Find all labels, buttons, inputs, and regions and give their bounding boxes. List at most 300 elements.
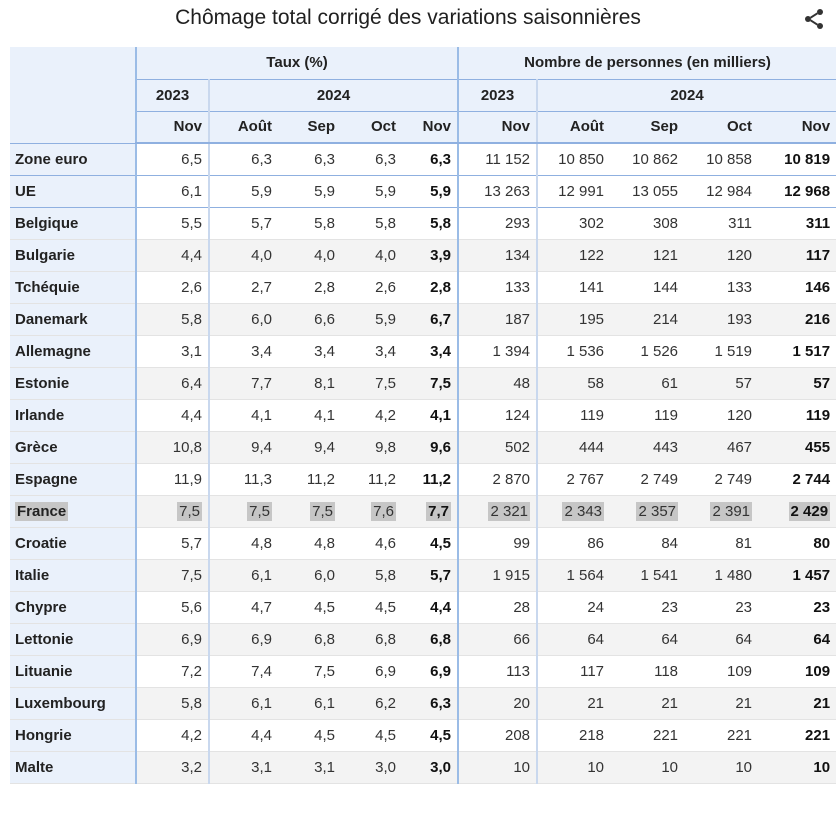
country-label: Italie (15, 566, 50, 584)
cell-value: 10 (735, 758, 753, 776)
country-label: Croatie (15, 534, 67, 552)
table-row (10, 399, 836, 431)
cell-rate-3 (341, 527, 402, 559)
cell-rate-1 (209, 367, 278, 399)
cell-rate-0 (136, 655, 209, 687)
cell-persons-4 (758, 655, 836, 687)
cell-persons-3 (684, 399, 758, 431)
cell-persons-4 (758, 367, 836, 399)
cell-value: 6,8 (314, 630, 335, 648)
cell-value: 5,9 (251, 182, 272, 200)
cell-value: 221 (652, 726, 679, 744)
cell-value: 502 (504, 438, 531, 456)
cell-persons-3 (684, 431, 758, 463)
table-row (10, 463, 836, 495)
cell-persons-3 (684, 719, 758, 751)
cell-value: 1 536 (566, 342, 605, 360)
cell-persons-4 (758, 399, 836, 431)
table-row (10, 143, 836, 175)
cell-value: 4,6 (375, 534, 396, 552)
cell-rate-0 (136, 559, 209, 591)
cell-value: 117 (580, 662, 605, 680)
cell-value: 308 (652, 214, 679, 232)
cell-persons-3 (684, 463, 758, 495)
cell-value: 10 (813, 758, 831, 776)
cell-rate-2 (278, 335, 341, 367)
cell-rate-0 (136, 623, 209, 655)
cell-persons-2 (610, 399, 684, 431)
cell-persons-1 (537, 175, 610, 207)
cell-persons-0 (458, 655, 537, 687)
cell-persons-3 (684, 751, 758, 783)
cell-persons-4 (758, 431, 836, 463)
cell-persons-2 (610, 719, 684, 751)
cell-value: 5,9 (375, 310, 396, 328)
country-label: Luxembourg (15, 694, 106, 712)
cell-value: 5,8 (181, 310, 202, 328)
cell-value: 7,5 (375, 374, 396, 392)
cell-persons-4 (758, 463, 836, 495)
cell-value: 20 (513, 694, 531, 712)
cell-value: 6,8 (375, 630, 396, 648)
cell-value: 4,1 (430, 406, 452, 424)
cell-persons-2 (610, 463, 684, 495)
row-country-name (10, 335, 136, 367)
cell-persons-4 (758, 527, 836, 559)
row-country-name (10, 719, 136, 751)
page-title: Chômage total corrigé des variations saisonnières (175, 6, 641, 29)
cell-value: 6,9 (251, 630, 272, 648)
cell-persons-4 (758, 751, 836, 783)
cell-value: 4,2 (375, 406, 396, 424)
cell-value: 12 991 (558, 182, 605, 200)
cell-persons-0 (458, 495, 537, 527)
cell-persons-1 (537, 559, 610, 591)
cell-value: 120 (726, 406, 753, 424)
cell-value: 109 (805, 662, 831, 680)
cell-value: 2 429 (790, 502, 829, 520)
cell-rate-1 (209, 463, 278, 495)
cell-rate-2 (278, 719, 341, 751)
cell-value: 5,8 (314, 214, 335, 232)
table-row (10, 591, 836, 623)
cell-value: 311 (728, 214, 753, 232)
cell-value: 5,7 (430, 566, 452, 584)
cell-value: 6,1 (251, 566, 272, 584)
cell-value: 66 (513, 630, 531, 648)
cell-rate-0 (136, 303, 209, 335)
cell-rate-2 (278, 591, 341, 623)
cell-value: 4,5 (430, 726, 452, 744)
cell-value: 3,0 (375, 758, 396, 776)
cell-value: 4,1 (314, 406, 335, 424)
cell-value: 10 (587, 758, 605, 776)
cell-persons-2 (610, 239, 684, 271)
cell-rate-4 (402, 175, 458, 207)
cell-persons-4 (758, 175, 836, 207)
cell-rate-2 (278, 143, 341, 175)
cell-value: 6,0 (314, 566, 335, 584)
cell-value: 6,6 (314, 310, 335, 328)
cell-rate-0 (136, 367, 209, 399)
cell-value: 6,3 (375, 150, 396, 168)
cell-value: 6,5 (181, 150, 202, 168)
cell-rate-2 (278, 527, 341, 559)
cell-persons-1 (537, 495, 610, 527)
cell-value: 9,8 (375, 438, 396, 456)
country-label: Irlande (15, 406, 65, 424)
cell-value: 4,8 (314, 534, 335, 552)
cell-value: 21 (661, 694, 679, 712)
header-month-persons-1: Août (537, 111, 610, 143)
cell-rate-0 (136, 335, 209, 367)
cell-value: 12 984 (706, 182, 753, 200)
cell-rate-4 (402, 623, 458, 655)
table-row (10, 303, 836, 335)
cell-value: 7,7 (251, 374, 272, 392)
cell-value: 311 (805, 214, 831, 232)
cell-value: 7,2 (181, 662, 202, 680)
cell-persons-0 (458, 527, 537, 559)
cell-rate-2 (278, 623, 341, 655)
cell-value: 81 (735, 534, 753, 552)
cell-persons-4 (758, 143, 836, 175)
cell-rate-2 (278, 271, 341, 303)
cell-rate-4 (402, 719, 458, 751)
cell-rate-1 (209, 207, 278, 239)
cell-value: 4,5 (375, 598, 396, 616)
cell-value: 7,7 (428, 502, 450, 520)
cell-rate-2 (278, 431, 341, 463)
cell-value: 64 (735, 630, 753, 648)
cell-value: 467 (726, 438, 753, 456)
cell-value: 4,5 (430, 534, 452, 552)
cell-value: 119 (805, 406, 831, 424)
cell-rate-1 (209, 559, 278, 591)
cell-value: 6,3 (251, 150, 272, 168)
cell-rate-0 (136, 527, 209, 559)
cell-rate-0 (136, 399, 209, 431)
cell-persons-0 (458, 143, 537, 175)
country-label: Chypre (15, 598, 67, 616)
cell-value: 6,1 (314, 694, 335, 712)
cell-persons-3 (684, 367, 758, 399)
cell-rate-1 (209, 687, 278, 719)
cell-value: 4,4 (181, 246, 202, 264)
cell-value: 119 (580, 406, 605, 424)
cell-persons-0 (458, 463, 537, 495)
share-icon[interactable] (802, 7, 826, 31)
cell-rate-4 (402, 751, 458, 783)
cell-rate-0 (136, 143, 209, 175)
cell-persons-4 (758, 559, 836, 591)
cell-value: 144 (652, 278, 679, 296)
cell-value: 5,8 (430, 214, 452, 232)
country-label: Lituanie (15, 662, 73, 680)
cell-rate-3 (341, 399, 402, 431)
country-label: Malte (15, 758, 54, 776)
cell-rate-1 (209, 591, 278, 623)
country-label: Belgique (15, 214, 79, 232)
cell-persons-3 (684, 271, 758, 303)
cell-value: 48 (513, 374, 531, 392)
cell-value: 3,1 (181, 342, 202, 360)
cell-value: 64 (661, 630, 679, 648)
cell-rate-4 (402, 367, 458, 399)
cell-value: 293 (504, 214, 531, 232)
table-row (10, 719, 836, 751)
cell-value: 57 (735, 374, 753, 392)
cell-rate-4 (402, 335, 458, 367)
cell-value: 5,9 (430, 182, 452, 200)
cell-value: 3,4 (314, 342, 335, 360)
cell-value: 21 (813, 694, 831, 712)
cell-persons-3 (684, 335, 758, 367)
cell-value: 10 (661, 758, 679, 776)
cell-rate-4 (402, 559, 458, 591)
cell-value: 23 (735, 598, 753, 616)
cell-rate-4 (402, 655, 458, 687)
cell-persons-0 (458, 207, 537, 239)
cell-value: 28 (513, 598, 531, 616)
cell-rate-1 (209, 399, 278, 431)
cell-value: 120 (726, 246, 753, 264)
cell-persons-0 (458, 175, 537, 207)
cell-value: 2,7 (251, 278, 272, 296)
cell-rate-2 (278, 655, 341, 687)
cell-persons-2 (610, 655, 684, 687)
cell-rate-4 (402, 207, 458, 239)
country-label: Lettonie (15, 630, 74, 648)
cell-value: 57 (813, 374, 831, 392)
cell-value: 5,6 (181, 598, 202, 616)
cell-value: 2,8 (430, 278, 452, 296)
table-row (10, 367, 836, 399)
cell-persons-1 (537, 335, 610, 367)
cell-rate-2 (278, 559, 341, 591)
cell-value: 146 (805, 278, 831, 296)
cell-value: 2 357 (638, 502, 677, 520)
cell-persons-4 (758, 239, 836, 271)
cell-persons-4 (758, 623, 836, 655)
cell-persons-1 (537, 719, 610, 751)
cell-value: 4,0 (251, 246, 272, 264)
cell-value: 6,8 (430, 630, 452, 648)
cell-value: 11,2 (422, 470, 452, 488)
cell-value: 3,4 (430, 342, 452, 360)
cell-value: 1 457 (792, 566, 831, 584)
cell-rate-4 (402, 687, 458, 719)
cell-value: 13 263 (484, 182, 531, 200)
cell-rate-2 (278, 399, 341, 431)
table-row (10, 271, 836, 303)
header-month-rate-1: Août (209, 111, 278, 143)
cell-persons-2 (610, 495, 684, 527)
cell-value: 10 819 (784, 150, 831, 168)
cell-value: 3,1 (314, 758, 335, 776)
cell-value: 1 519 (714, 342, 753, 360)
cell-value: 7,5 (249, 502, 270, 520)
cell-persons-1 (537, 655, 610, 687)
row-country-name (10, 303, 136, 335)
cell-value: 12 968 (784, 182, 831, 200)
cell-value: 133 (504, 278, 531, 296)
cell-rate-1 (209, 655, 278, 687)
cell-rate-3 (341, 591, 402, 623)
cell-value: 221 (805, 726, 831, 744)
row-country-name (10, 495, 136, 527)
cell-value: 3,4 (375, 342, 396, 360)
cell-rate-0 (136, 463, 209, 495)
cell-rate-2 (278, 687, 341, 719)
cell-persons-1 (537, 431, 610, 463)
row-country-name (10, 399, 136, 431)
cell-rate-2 (278, 463, 341, 495)
cell-persons-1 (537, 751, 610, 783)
cell-persons-1 (537, 143, 610, 175)
header-year-persons-2023: 2023 (458, 79, 537, 111)
cell-persons-0 (458, 335, 537, 367)
header-year-rate-2023: 2023 (136, 79, 209, 111)
cell-value: 4,0 (314, 246, 335, 264)
cell-value: 6,9 (375, 662, 396, 680)
table-row (10, 687, 836, 719)
cell-persons-4 (758, 719, 836, 751)
cell-value: 117 (805, 246, 831, 264)
cell-value: 7,5 (179, 502, 200, 520)
cell-persons-2 (610, 271, 684, 303)
cell-persons-1 (537, 591, 610, 623)
cell-value: 4,8 (251, 534, 272, 552)
cell-value: 221 (726, 726, 753, 744)
cell-value: 7,5 (430, 374, 452, 392)
cell-persons-3 (684, 559, 758, 591)
cell-value: 7,5 (314, 662, 335, 680)
cell-value: 216 (805, 310, 831, 328)
table-row (10, 175, 836, 207)
cell-value: 193 (726, 310, 753, 328)
country-label: Grèce (15, 438, 58, 456)
cell-rate-3 (341, 719, 402, 751)
cell-value: 23 (661, 598, 679, 616)
cell-persons-2 (610, 303, 684, 335)
table-row (10, 559, 836, 591)
cell-rate-0 (136, 207, 209, 239)
cell-rate-0 (136, 495, 209, 527)
cell-persons-1 (537, 303, 610, 335)
row-country-name (10, 591, 136, 623)
cell-rate-0 (136, 719, 209, 751)
cell-persons-3 (684, 623, 758, 655)
cell-value: 6,9 (430, 662, 452, 680)
header-year-rate-2024: 2024 (209, 79, 458, 111)
cell-value: 302 (578, 214, 605, 232)
cell-value: 64 (587, 630, 605, 648)
cell-rate-2 (278, 207, 341, 239)
country-label: UE (15, 182, 36, 200)
table-row (10, 207, 836, 239)
cell-rate-0 (136, 687, 209, 719)
cell-persons-4 (758, 495, 836, 527)
cell-value: 64 (813, 630, 831, 648)
cell-value: 133 (726, 278, 753, 296)
table-row (10, 623, 836, 655)
cell-value: 195 (578, 310, 605, 328)
header-month-persons-4: Nov (758, 111, 836, 143)
cell-rate-0 (136, 175, 209, 207)
header-month-rate-0: Nov (136, 111, 209, 143)
cell-rate-1 (209, 751, 278, 783)
cell-rate-4 (402, 399, 458, 431)
cell-value: 113 (506, 662, 531, 680)
header-month-rate-4: Nov (402, 111, 458, 143)
table-row (10, 527, 836, 559)
cell-value: 3,4 (251, 342, 272, 360)
cell-value: 5,8 (375, 566, 396, 584)
row-country-name (10, 527, 136, 559)
cell-persons-4 (758, 335, 836, 367)
cell-value: 10 862 (632, 150, 679, 168)
row-country-name (10, 239, 136, 271)
header-month-rate-2: Sep (278, 111, 341, 143)
cell-value: 5,9 (314, 182, 335, 200)
cell-persons-2 (610, 527, 684, 559)
cell-value: 21 (735, 694, 753, 712)
cell-value: 80 (813, 534, 831, 552)
cell-value: 5,7 (181, 534, 202, 552)
cell-persons-2 (610, 623, 684, 655)
country-label: Estonie (15, 374, 70, 392)
cell-rate-1 (209, 527, 278, 559)
cell-rate-1 (209, 271, 278, 303)
table-row (10, 495, 836, 527)
country-label: Zone euro (15, 150, 88, 168)
cell-value: 11 152 (485, 150, 531, 168)
cell-rate-3 (341, 239, 402, 271)
cell-value: 6,1 (251, 694, 272, 712)
row-country-name (10, 207, 136, 239)
cell-persons-0 (458, 431, 537, 463)
cell-rate-4 (402, 527, 458, 559)
header-month-persons-3: Oct (684, 111, 758, 143)
cell-value: 21 (587, 694, 605, 712)
cell-value: 1 915 (492, 566, 531, 584)
cell-value: 8,1 (314, 374, 335, 392)
cell-persons-3 (684, 527, 758, 559)
cell-value: 3,9 (430, 246, 452, 264)
cell-persons-0 (458, 239, 537, 271)
cell-value: 3,2 (181, 758, 202, 776)
cell-value: 6,2 (375, 694, 396, 712)
cell-value: 2 749 (714, 470, 753, 488)
cell-value: 444 (578, 438, 605, 456)
cell-persons-3 (684, 303, 758, 335)
header-persons-group: Nombre de personnes (en milliers) (458, 47, 836, 79)
cell-value: 4,5 (314, 598, 335, 616)
cell-persons-2 (610, 559, 684, 591)
cell-rate-3 (341, 367, 402, 399)
cell-value: 58 (587, 374, 605, 392)
cell-persons-3 (684, 207, 758, 239)
cell-persons-0 (458, 367, 537, 399)
cell-value: 84 (661, 534, 679, 552)
cell-value: 4,5 (375, 726, 396, 744)
cell-rate-1 (209, 175, 278, 207)
cell-value: 2,6 (181, 278, 202, 296)
cell-persons-2 (610, 431, 684, 463)
cell-rate-3 (341, 271, 402, 303)
cell-value: 187 (504, 310, 531, 328)
